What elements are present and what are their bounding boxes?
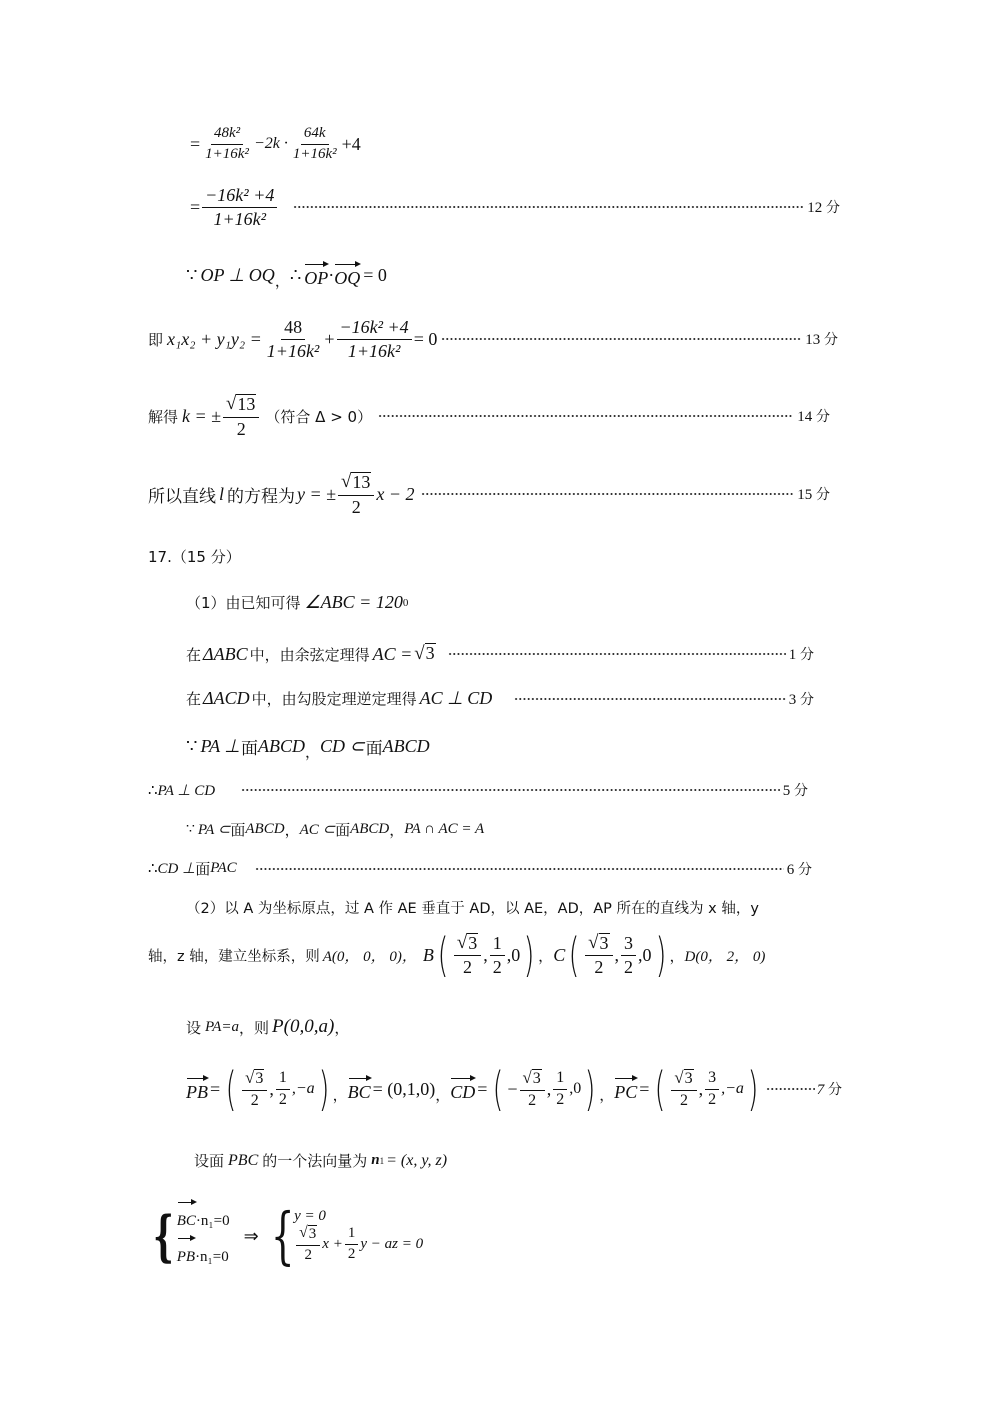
fraction xyxy=(490,934,505,977)
therefore-symbol: ∴ xyxy=(289,265,302,285)
score-unit: 分 xyxy=(816,487,830,504)
right-paren: ) xyxy=(747,1062,759,1116)
numerator xyxy=(338,472,374,496)
problem-heading xyxy=(148,546,241,567)
comma: ， xyxy=(334,1018,350,1037)
system-left xyxy=(177,1200,230,1272)
triangle: ΔACD xyxy=(203,688,250,708)
fraction xyxy=(520,1069,545,1110)
term: CD ⊂ xyxy=(320,736,365,756)
score-unit: 分 xyxy=(828,1082,842,1098)
score-value: 15 xyxy=(797,487,813,504)
sqrt-arg: 3 xyxy=(684,1069,693,1087)
system-eq-1: y = 0 xyxy=(294,1208,326,1225)
term: x + xyxy=(322,1236,343,1252)
plane-char: 面 xyxy=(240,739,258,759)
fraction xyxy=(264,318,323,361)
fraction xyxy=(553,1070,567,1109)
right-paren: ) xyxy=(318,1062,329,1116)
dot-leader xyxy=(255,866,784,872)
plus-sign: + xyxy=(324,328,335,349)
fraction xyxy=(454,933,481,978)
score-unit: 分 xyxy=(826,200,840,217)
vector-bc: BC xyxy=(177,1200,196,1236)
paragraph-line-15 xyxy=(186,897,759,918)
coordinate: ,−a xyxy=(291,1080,315,1097)
point-d: D(0， 2， 0) xyxy=(684,948,766,965)
left-paren: ( xyxy=(493,1062,504,1116)
text-prefix: 在 xyxy=(186,690,202,708)
sqrt: √ 3 xyxy=(588,931,609,953)
equation-line-3 xyxy=(186,260,387,291)
dot-leader xyxy=(514,696,785,702)
equation-line-11 xyxy=(186,731,430,762)
system-eq-2 xyxy=(294,1225,423,1263)
fraction xyxy=(338,472,374,517)
score-value: 7 xyxy=(816,1082,825,1098)
score-marker xyxy=(805,329,838,349)
score-value: 3 xyxy=(788,691,797,708)
dot-leader xyxy=(766,1086,815,1092)
fraction xyxy=(585,933,612,978)
fraction xyxy=(223,394,259,439)
dot-leader xyxy=(378,413,793,419)
score-value: 1 xyxy=(788,647,797,663)
fraction xyxy=(345,1226,359,1263)
term: +4 xyxy=(341,133,361,154)
fraction xyxy=(337,318,412,361)
equation-line-5 xyxy=(148,394,830,439)
fraction xyxy=(242,1069,267,1110)
text-prefix: （1）由已知可得 xyxy=(186,594,301,612)
triangle: ΔABC xyxy=(203,643,248,664)
numerator: −16k² +4 xyxy=(337,318,412,340)
equation-line-14 xyxy=(148,858,812,879)
fraction xyxy=(296,1225,320,1263)
numerator: 1 xyxy=(345,1226,359,1245)
text-prefix: 在 xyxy=(186,645,202,664)
numerator xyxy=(223,394,259,418)
vector-value: = (0,1,0) xyxy=(372,1078,436,1099)
numerator xyxy=(296,1225,320,1246)
term: ABCD xyxy=(245,821,285,837)
equation-line-8 xyxy=(186,592,408,613)
term: AC = xyxy=(372,643,413,664)
numerator xyxy=(671,1069,696,1091)
score-unit: 分 xyxy=(824,332,838,349)
text-mid: 中，由勾股定理逆定理得 xyxy=(251,690,417,708)
denominator: 2 xyxy=(594,957,604,978)
because-symbol: ∵ xyxy=(186,736,198,756)
point-b-label: B xyxy=(422,944,434,965)
because-symbol: ∵ xyxy=(186,265,198,285)
score-value: 14 xyxy=(797,409,813,426)
numerator: 48k² xyxy=(211,126,243,145)
plane-char: 面 xyxy=(365,739,383,759)
numerator xyxy=(454,933,481,957)
fraction xyxy=(671,1069,696,1110)
plane-char: 面 xyxy=(230,821,246,839)
numerator: 3 xyxy=(705,1070,719,1090)
denominator: 2 xyxy=(351,496,361,517)
dot-operator: · xyxy=(328,265,335,285)
score-marker xyxy=(817,1079,842,1099)
fraction xyxy=(621,934,636,977)
because-symbol: ∵ xyxy=(186,822,195,837)
term: PA ⊥ xyxy=(200,736,240,756)
term: PA=a xyxy=(205,1018,240,1035)
term: = 0 xyxy=(413,328,438,349)
score-marker xyxy=(797,406,830,426)
term: x − 2 xyxy=(376,483,415,504)
paragraph-text: （2）以 A 为坐标原点，过 A 作 AE 垂直于 AD，以 AE，AD，AP 所在的直线为 x 轴，y xyxy=(186,901,759,917)
equals-sign: = xyxy=(190,196,201,217)
comma: ， xyxy=(304,743,320,761)
numerator: 64k xyxy=(301,126,329,145)
right-paren: ) xyxy=(584,1062,596,1116)
term: PA ∩ AC = A xyxy=(404,821,485,837)
term: ABCD xyxy=(350,821,390,837)
term: PA ⊂ xyxy=(197,822,231,838)
system-eq-1 xyxy=(177,1200,230,1236)
term: ·n₁=0 xyxy=(195,1249,229,1265)
term: PA ⊥ CD xyxy=(157,782,216,799)
denominator: 2 xyxy=(250,1091,259,1109)
right-paren: ) xyxy=(523,928,535,982)
sqrt: √ 3 xyxy=(414,643,435,664)
term: CD ⊥ xyxy=(157,861,196,877)
normal-vector: n xyxy=(371,1152,380,1168)
dot-leader xyxy=(441,336,801,342)
plane-char: 面 xyxy=(195,860,211,878)
text-prefix: 设 xyxy=(186,1018,202,1037)
sqrt: √ 13 xyxy=(341,471,371,492)
denominator: 2 xyxy=(347,1246,356,1262)
minus-sign: − xyxy=(507,1078,518,1099)
vector-pc: PC xyxy=(614,1076,637,1103)
sqrt-arg: 3 xyxy=(255,1069,264,1087)
term: ·n₁=0 xyxy=(195,1213,230,1229)
numerator: 3 xyxy=(621,934,636,956)
numerator: 1 xyxy=(276,1070,290,1090)
term: y = ± xyxy=(297,483,337,504)
sqrt-arg: 13 xyxy=(237,394,256,414)
point-a: A(0， 0， 0)， xyxy=(322,948,417,965)
sqrt-arg: 3 xyxy=(532,1069,541,1087)
score-value: 6 xyxy=(786,861,795,878)
dot-leader xyxy=(241,787,780,793)
denominator: 1+16k² xyxy=(347,340,401,361)
sqrt-arg: 3 xyxy=(308,1226,317,1243)
denominator: 2 xyxy=(679,1091,688,1109)
text-prefix: 所以直线 xyxy=(148,486,216,507)
vector-bc: BC xyxy=(348,1076,371,1103)
right-paren: ) xyxy=(655,928,666,982)
fraction xyxy=(202,126,252,163)
equation-line-2 xyxy=(190,186,840,229)
left-paren: ( xyxy=(654,1062,666,1116)
fraction xyxy=(276,1070,290,1109)
text-prefix: 解得 xyxy=(148,407,179,426)
denominator: 1+16k² xyxy=(292,145,337,162)
score-marker xyxy=(783,780,808,800)
text-prefix: 即 xyxy=(148,330,164,349)
denominator: 2 xyxy=(304,1246,312,1263)
term: = (x, y, z) xyxy=(386,1151,448,1169)
numerator: 1 xyxy=(490,934,505,956)
denominator: 2 xyxy=(708,1090,717,1108)
sqrt: √ 3 xyxy=(674,1067,693,1087)
coordinate: ,0 xyxy=(506,944,521,965)
sqrt: √ 3 xyxy=(245,1067,264,1087)
numerator xyxy=(520,1069,545,1091)
point-p: P(0,0,a) xyxy=(272,1016,335,1037)
numerator: −16k² +4 xyxy=(202,186,277,208)
text-mid: 中，由余弦定理得 xyxy=(249,645,370,664)
dot-leader xyxy=(293,204,803,210)
vector-cd: CD xyxy=(450,1076,475,1103)
text-mid: 的方程为 xyxy=(227,486,296,507)
plane-char: 面 xyxy=(335,821,351,839)
fraction xyxy=(290,126,340,163)
system-right xyxy=(294,1208,423,1263)
denominator: 1+16k² xyxy=(266,340,320,361)
term: −2k · xyxy=(253,135,288,153)
implies-arrow: ⇒ xyxy=(243,1225,259,1246)
sqrt-arg: 3 xyxy=(468,932,478,953)
term: AC ⊥ CD xyxy=(419,688,493,708)
score-value: 5 xyxy=(782,783,791,799)
fraction xyxy=(705,1070,719,1109)
vector-op: OP xyxy=(304,262,328,289)
heading-text: 17.（15 分） xyxy=(148,548,241,566)
vector-oq: OQ xyxy=(334,262,360,289)
equation-line-10 xyxy=(186,688,814,709)
sqrt: √ 13 xyxy=(226,393,256,414)
equation-line-4 xyxy=(148,318,838,361)
system-eq-2 xyxy=(177,1236,230,1272)
left-paren: ( xyxy=(225,1062,237,1116)
term: OP ⊥ OQ xyxy=(200,265,275,285)
equals-sign: = xyxy=(190,133,201,154)
subscript: 1 xyxy=(379,1155,385,1166)
score-marker xyxy=(807,197,840,217)
term: PAC xyxy=(210,860,237,876)
equation-line-18: PB = ( √ 3 2 , $\frac{1}{2}$ ,−a ) ， BC = (0,1,0) ， CD = ( − √ 3 2 , $\frac{1}{2}$ ,0 ) ， PC = ( √ 3 2 , $\frac{3}{2}$ ,−a ) 7 分 xyxy=(186,1062,842,1116)
superscript: 0 xyxy=(402,596,409,609)
equation-line-13 xyxy=(186,819,484,840)
sqrt: √ 3 xyxy=(456,931,478,953)
plane-name: PBC xyxy=(228,1151,259,1169)
numerator: 1 xyxy=(553,1070,567,1090)
separator: ， xyxy=(389,821,405,839)
score-unit: 分 xyxy=(800,647,814,663)
term: ABCD xyxy=(382,736,430,756)
coordinate: ,−a xyxy=(721,1080,744,1097)
equation-line-9 xyxy=(186,643,814,665)
text-mid: ，则 xyxy=(239,1018,270,1037)
numerator xyxy=(242,1069,267,1091)
therefore-symbol: ∴ xyxy=(148,782,158,799)
denominator: 2 xyxy=(236,418,246,439)
sqrt-arg: 3 xyxy=(425,643,435,663)
sqrt-arg: 3 xyxy=(599,932,609,953)
denominator: 2 xyxy=(278,1090,287,1108)
score-unit: 分 xyxy=(798,861,812,878)
comma: ， xyxy=(274,272,290,290)
score-marker xyxy=(797,484,830,504)
score-unit: 分 xyxy=(794,783,808,799)
condition-note: （符合 Δ > 0） xyxy=(265,407,373,426)
score-value: 13 xyxy=(805,332,821,349)
equation-line-19 xyxy=(194,1150,447,1171)
term: y − az = 0 xyxy=(360,1236,424,1252)
equation-line-12 xyxy=(148,780,808,800)
separator: ， xyxy=(284,821,300,839)
left-brace: { xyxy=(270,1199,295,1272)
text-prefix: 轴，z 轴，建立坐标系，则 xyxy=(148,948,320,965)
left-paren: ( xyxy=(437,928,449,982)
score-marker xyxy=(789,689,814,709)
denominator: 2 xyxy=(624,956,634,977)
sqrt: √ 3 xyxy=(299,1224,317,1243)
sqrt: √ 3 xyxy=(522,1067,541,1087)
point-c-label: C xyxy=(553,944,566,965)
equation-line-1 xyxy=(190,126,361,163)
left-brace: { xyxy=(152,1204,174,1268)
dot-leader xyxy=(448,651,786,657)
dot-leader xyxy=(421,491,794,497)
denominator: 2 xyxy=(556,1090,565,1108)
coordinate: ,0 xyxy=(569,1080,582,1097)
term: AC ⊂ xyxy=(299,822,336,838)
fraction xyxy=(202,186,277,229)
equation-line-6 xyxy=(148,472,830,517)
score-unit: 分 xyxy=(816,409,830,426)
equation-line-17 xyxy=(186,1016,349,1038)
term: ABCD xyxy=(257,736,305,756)
vector-pb: PB xyxy=(186,1076,208,1103)
denominator: 2 xyxy=(492,956,502,977)
equation-line-16: 轴，z 轴，建立坐标系，则 A(0， 0， 0)， B ( √ 3 2 , $\frac{1}{2}$ ,0 ) ， C ( √ 3 2 , $\frac{3}{2}$ ,0 ) ， D(0， 2， 0) xyxy=(148,928,766,982)
score-marker xyxy=(787,859,812,879)
denominator: 2 xyxy=(463,957,473,978)
left-paren: ( xyxy=(568,928,580,982)
term: ∠ABC = 120 xyxy=(304,592,403,612)
term: = 0 xyxy=(363,265,387,285)
therefore-symbol: ∴ xyxy=(148,861,158,877)
score-unit: 分 xyxy=(800,691,814,708)
denominator: 1+16k² xyxy=(213,208,267,229)
equation-system xyxy=(146,1200,423,1272)
term: x₁x₂ + y₁y₂ = xyxy=(167,328,262,349)
text-prefix: 设面 xyxy=(194,1152,225,1170)
sqrt-arg: 13 xyxy=(352,472,371,492)
coordinate: ,0 xyxy=(638,944,652,965)
denominator: 2 xyxy=(528,1091,537,1109)
term: k = ± xyxy=(182,405,222,426)
numerator xyxy=(585,933,612,957)
denominator: 1+16k² xyxy=(205,145,249,162)
text-mid: 的一个法向量为 xyxy=(262,1152,368,1170)
vector-pb: PB xyxy=(177,1236,195,1272)
numerator: 48 xyxy=(281,318,305,340)
variable: l xyxy=(219,483,225,504)
score-marker xyxy=(789,644,814,664)
score-value: 12 xyxy=(807,200,823,217)
